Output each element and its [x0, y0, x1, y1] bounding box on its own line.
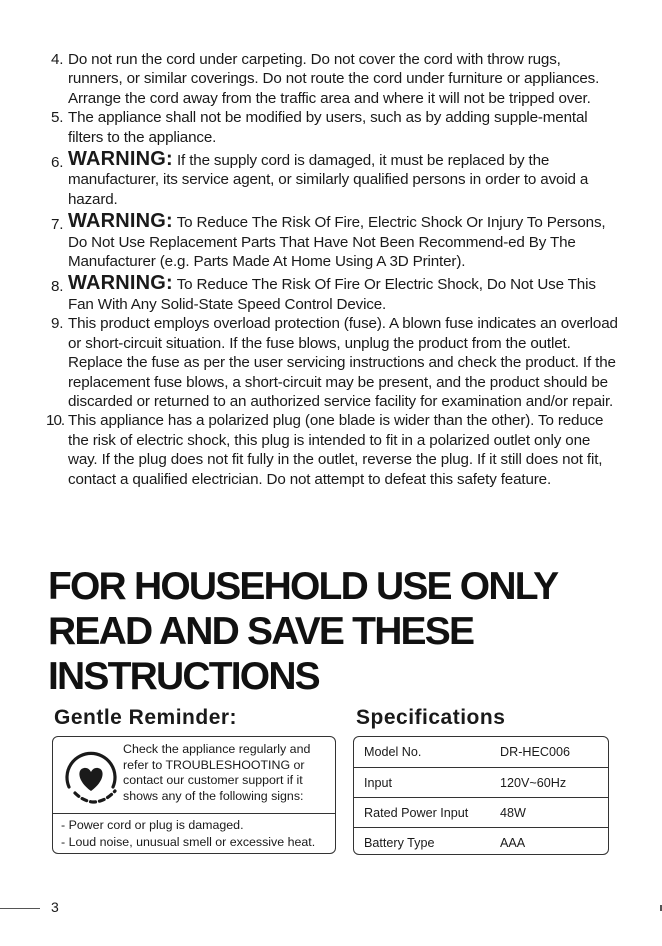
- warning-label: WARNING:: [68, 272, 173, 295]
- item-number: 4.: [51, 51, 64, 68]
- spec-value: AAA: [500, 835, 526, 850]
- item-number: 8.: [51, 278, 64, 296]
- spec-label: Input: [364, 775, 393, 790]
- divider: [53, 813, 335, 814]
- headline-line: FOR HOUSEHOLD USE ONLY: [48, 565, 558, 608]
- instruction-item: [46, 150, 618, 209]
- reminder-title: Gentle Reminder:: [54, 706, 238, 729]
- specifications-table: [353, 736, 609, 855]
- item-number: 9.: [51, 315, 64, 333]
- warning-label: WARNING:: [68, 148, 173, 171]
- headline: [48, 564, 557, 699]
- spec-value: DR-HEC006: [500, 745, 570, 759]
- headline-line: READ AND SAVE THESE: [48, 610, 474, 653]
- table-row: [354, 737, 608, 767]
- page-number: 3: [51, 899, 59, 915]
- table-row: [354, 797, 608, 827]
- sign-item: - Power cord or plug is damaged.: [61, 818, 244, 832]
- headline-line: INSTRUCTIONS: [48, 655, 319, 698]
- instruction-item: [46, 411, 618, 489]
- reminder-signs: [61, 817, 315, 850]
- spec-label: Model No.: [364, 745, 422, 759]
- item-number: 7.: [51, 216, 64, 234]
- instruction-text: This appliance has a polarized plug (one blade is wider than the other). To reduce the risk of electric shock, this plug is intended to fit in a polarized outlet only one way. If the plug does not fit fully in the outlet, reverse the plug. If it still does not fit, contact a qualified electrician. Do not attempt to defeat this safety feature.: [68, 412, 604, 488]
- instruction-item: [46, 50, 618, 108]
- reminder-text: Check the appliance regularly and refer to TROUBLESHOOTING or contact our customer support if it shows any of the following signs:: [123, 742, 311, 803]
- instruction-text: To Reduce The Risk Of Fire, Electric Shock Or Injury To Persons, Do Not Use Replacement Parts That Have Not Been Recommend-ed By The Manufacturer (e.g. Parts Made At Home Using A 3D Printer).: [68, 214, 606, 271]
- instruction-text: If the supply cord is damaged, it must be replaced by the manufacturer, its service agent, or similarly qualified persons in order to avoid a hazard.: [68, 152, 589, 208]
- instruction-item: [46, 108, 618, 147]
- spec-label: Rated Power Input: [364, 805, 469, 820]
- safety-instructions-list: [46, 50, 618, 489]
- sign-item: - Loud noise, unusual smell or excessive heat.: [61, 834, 316, 849]
- item-number: 6.: [51, 154, 64, 172]
- heart-in-hand-icon: [61, 749, 121, 809]
- reminder-box: [52, 736, 336, 854]
- item-number: 5.: [51, 109, 64, 127]
- specifications-title: Specifications: [356, 706, 506, 729]
- spec-value: 120V~60Hz: [500, 775, 567, 790]
- spec-value: 48W: [500, 805, 526, 820]
- instruction-text: To Reduce The Risk Of Fire Or Electric Shock, Do Not Use This Fan With Any Solid-State Speed Control Device.: [68, 276, 596, 313]
- item-number: 10.: [46, 412, 65, 430]
- instruction-text: The appliance shall not be modified by users, such as by adding supple-mental filters to the appliance.: [68, 109, 588, 146]
- instruction-item: [46, 212, 618, 271]
- spec-label: Battery Type: [364, 835, 435, 850]
- footer-rule: [0, 908, 40, 909]
- table-row: [354, 827, 608, 855]
- warning-label: WARNING:: [68, 210, 173, 233]
- instruction-text: Do not run the cord under carpeting. Do not cover the cord with throw rugs, runners, or similar coverings. Do not route the cord under furniture or appliances. Arrange the cord away from the traffic area and where it will not be tripped over.: [68, 51, 600, 107]
- instruction-text: This product employs overload protection (fuse). A blown fuse indicates an overload or short-circuit situation. If the fuse blows, unplug the product from the outlet. Replace the fuse as per the user servicing instructions and check the product. If the replacement fuse blows, a short-circuit may be present, and the product should be discarded or returned to an authorized service facility for examination and/or repair.: [68, 315, 618, 410]
- instruction-item: [46, 274, 618, 314]
- instruction-item: [46, 314, 618, 411]
- table-row: [354, 767, 608, 797]
